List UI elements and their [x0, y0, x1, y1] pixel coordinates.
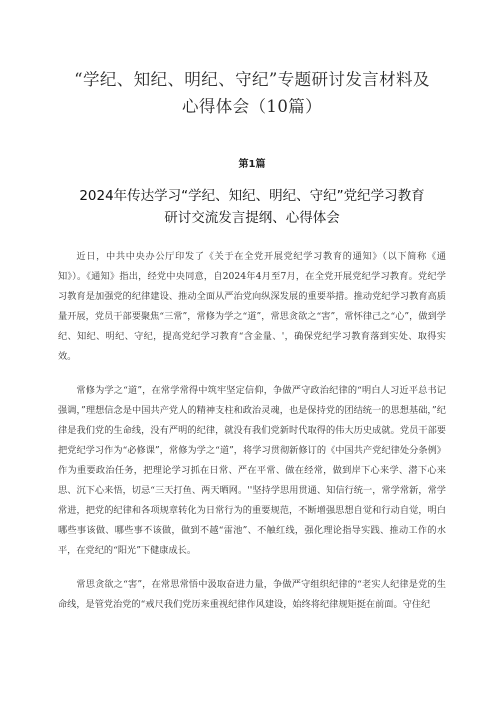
main-title-line1: “学纪、知纪、明纪、守纪”专题研讨发言材料及: [74, 70, 430, 89]
sub-title-line1: 2024年传达学习“学纪、知纪、明纪、守纪”党纪学习教育: [79, 188, 425, 204]
paragraph-3: 常思贪欲之“害”，在常思常悟中汲取奋进力量，争做严守组织纪律的“老实人纪律是党的生命线，是管党治党的“戒尺我们党历来重视纪律作风建设，始终将纪律规矩挺在前面。守住纪: [58, 579, 446, 610]
sub-title: [58, 185, 446, 229]
paragraph-1: 近日，中共中央办公厅印发了《关于在全党开展党纪学习教育的通知》（以下简称《通知》）。《通知》指出，经党中央同意，自2024年4月至7月，在全党开展党纪学习教育。党纪学习教育是加强党的纪律建设、推动全面从严治党向纵深发展的重要举措。推动党纪学习教育高质量开展，党员干部要聚焦“三常”，常修为学之“道”，常思贪欲之“害”，常怀律己之“心”，做到学纪、知纪、明纪、守纪，提高党纪学习教育“含金量、'，确保党纪学习教育落到实处、取得实效。: [58, 251, 446, 362]
sub-title-line2: 研讨交流发言提纲、心得体会: [164, 210, 340, 226]
chapter-label: 第1篇: [238, 159, 266, 170]
document-body: [58, 247, 446, 615]
paragraph-2: 常修为学之“道”，在常学常得中筑牢坚定信仰，争做严守政治纪律的“明白人习近平总书记强调，”理想信念是中国共产党人的精神支柱和政治灵魂，也是保持党的团结统一的思想基础，”纪律是我们党的生命线，没有严明的纪律，就没有我们党新时代取得的伟大历史成就。党员干部要把党纪学习作为“必修课”，常修为学之“道”，将学习贯彻新修订的《中国共产党纪律处分条例》作为重要政治任务，把理论学习抓在日常、严在平常、做在经常，做到岸下心来学、潜下心来思、沉下心来悟，切忌“三天打鱼、两天晒网。''坚持学思用贯通、知信行统一，常学常新，常学常进，把党的纪律和各项规章转化为日常行为的重要规范，不断增强思想自觉和行动自觉，明白哪些事该做、哪些事不该做，做到不越“雷池”、不触红线，强化理论指导实践、推动工作的水平，在党纪的“阳光”下健康成长。: [58, 385, 446, 556]
main-title-line2: 心得体会（10篇）: [181, 97, 323, 116]
main-title: [58, 0, 446, 120]
